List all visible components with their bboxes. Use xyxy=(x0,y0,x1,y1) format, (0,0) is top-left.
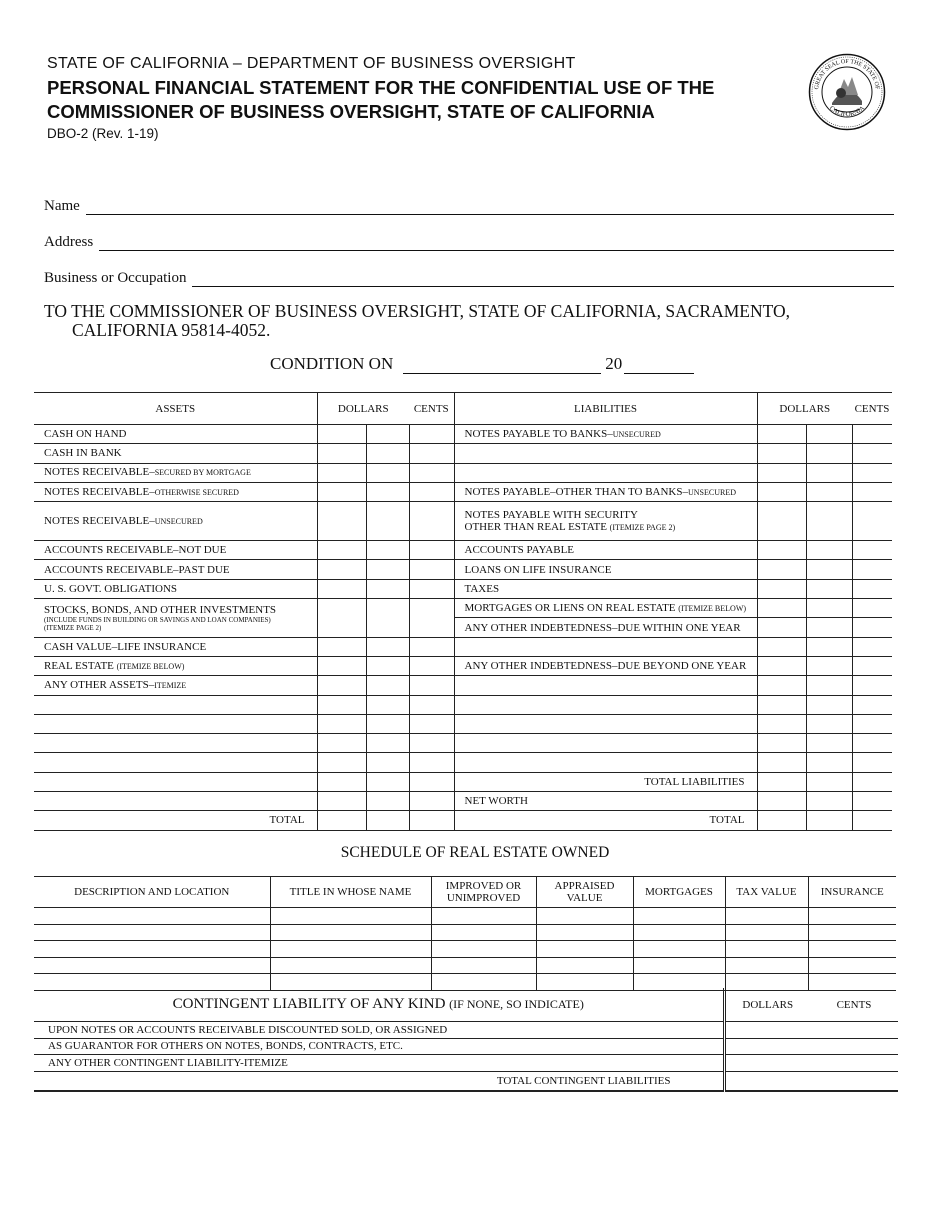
amount-cell[interactable] xyxy=(366,599,409,638)
condition-row xyxy=(270,354,694,374)
col-improved-line2: UNIMPROVED xyxy=(446,892,521,904)
table-row xyxy=(34,1071,898,1091)
amount-cell[interactable] xyxy=(317,792,366,811)
cents-cell[interactable] xyxy=(409,637,454,656)
cents-cell[interactable] xyxy=(852,444,892,463)
liability-blank[interactable] xyxy=(454,695,757,714)
cell[interactable] xyxy=(725,957,808,974)
amount-cell[interactable] xyxy=(806,463,852,482)
liability-notes-banks-unsecured xyxy=(454,425,757,444)
table-row xyxy=(34,463,892,482)
amount-cell[interactable] xyxy=(806,579,852,598)
cents-cell[interactable] xyxy=(852,599,892,618)
form-title-line2: COMMISSIONER OF BUSINESS OVERSIGHT, STATE OF CALIFORNIA xyxy=(47,101,655,122)
cents-cell[interactable] xyxy=(852,618,892,637)
label-subtext: SECURED BY MORTGAGE xyxy=(154,468,251,478)
liabilities-header: LIABILITIES xyxy=(454,393,757,425)
condition-year-prefix: 20 xyxy=(605,354,623,373)
col-title-name: TITLE IN WHOSE NAME xyxy=(270,877,431,908)
amount-cell[interactable] xyxy=(806,482,852,501)
cents-cell[interactable] xyxy=(409,599,454,638)
cents-cell[interactable] xyxy=(852,792,892,811)
amount-cell[interactable] xyxy=(317,560,366,579)
table-row xyxy=(34,425,892,444)
amount-cell[interactable] xyxy=(317,599,366,638)
cents-cell[interactable] xyxy=(852,772,892,791)
table-row xyxy=(34,579,892,598)
amount-cell[interactable] xyxy=(724,1038,810,1055)
label-text: NOTES RECEIVABLE– xyxy=(44,485,155,498)
amount-cell[interactable] xyxy=(366,444,409,463)
amount-cell[interactable] xyxy=(757,792,806,811)
cell[interactable] xyxy=(34,957,270,974)
amount-cell[interactable] xyxy=(317,753,366,772)
addressee xyxy=(44,302,790,340)
liabilities-cents-header: CENTS xyxy=(852,393,892,425)
cents-cell[interactable] xyxy=(852,637,892,656)
condition-label: CONDITION ON xyxy=(270,354,394,373)
amount-cell[interactable] xyxy=(366,753,409,772)
table-row xyxy=(34,924,896,941)
label-subtext: (ITEMIZE BELOW) xyxy=(678,603,747,613)
financial-statement-table xyxy=(34,392,892,831)
col-improved-line1: IMPROVED OR xyxy=(445,880,522,892)
amount-cell[interactable] xyxy=(757,676,806,695)
svg-text:CALIFORNIA xyxy=(828,105,866,119)
cents-cell[interactable] xyxy=(852,811,892,830)
label-subtext: (ITEMIZE PAGE 2) xyxy=(609,522,676,532)
table-row xyxy=(34,482,892,501)
amount-cell[interactable] xyxy=(366,579,409,598)
amount-cell[interactable] xyxy=(366,637,409,656)
col-insurance: INSURANCE xyxy=(808,877,896,908)
cell[interactable] xyxy=(536,957,633,974)
asset-stocks-bonds xyxy=(34,599,317,638)
liability-blank[interactable] xyxy=(454,714,757,733)
col-mortgages: MORTGAGES xyxy=(633,877,725,908)
asset-any-other xyxy=(34,676,317,695)
cents-cell[interactable] xyxy=(810,1038,898,1055)
table-row xyxy=(34,656,892,675)
cell[interactable] xyxy=(633,924,725,941)
cents-cell[interactable] xyxy=(810,1071,898,1091)
cents-cell[interactable] xyxy=(852,463,892,482)
col-improved xyxy=(431,877,536,908)
amount-cell[interactable] xyxy=(317,714,366,733)
cell[interactable] xyxy=(725,924,808,941)
contingent-title xyxy=(34,988,724,1022)
amount-cell[interactable] xyxy=(757,637,806,656)
liabilities-dollars-header: DOLLARS xyxy=(757,393,852,425)
table-row xyxy=(34,695,892,714)
col-tax-value: TAX VALUE xyxy=(725,877,808,908)
cents-cell[interactable] xyxy=(852,695,892,714)
table-row xyxy=(34,560,892,579)
form-title xyxy=(47,76,714,124)
table-row xyxy=(34,1022,898,1039)
amount-cell[interactable] xyxy=(317,772,366,791)
asset-notes-otherwise-secured xyxy=(34,482,317,501)
cents-cell[interactable] xyxy=(409,734,454,753)
business-label: Business or Occupation xyxy=(44,270,187,286)
cents-cell[interactable] xyxy=(409,695,454,714)
net-worth-label: NET WORTH xyxy=(454,792,757,811)
amount-cell[interactable] xyxy=(757,618,806,637)
contingent-title-text: CONTINGENT LIABILITY OF ANY KIND xyxy=(172,996,446,1012)
liability-blank[interactable] xyxy=(454,444,757,463)
amount-cell[interactable] xyxy=(757,541,806,560)
cents-cell[interactable] xyxy=(409,753,454,772)
label-text: NOTES RECEIVABLE– xyxy=(44,466,155,479)
liability-other-beyond-year: ANY OTHER INDEBTEDNESS–DUE BEYOND ONE YEAR xyxy=(454,656,757,675)
label-text: ANY OTHER ASSETS– xyxy=(44,678,155,691)
label-text: NOTES RECEIVABLE– xyxy=(44,514,155,527)
cell[interactable] xyxy=(431,957,536,974)
cents-cell[interactable] xyxy=(852,502,892,541)
cents-cell[interactable] xyxy=(852,560,892,579)
amount-cell[interactable] xyxy=(317,734,366,753)
amount-cell[interactable] xyxy=(366,772,409,791)
asset-blank[interactable] xyxy=(34,714,317,733)
label-subtext: ITEMIZE xyxy=(154,680,187,690)
amount-cell[interactable] xyxy=(366,676,409,695)
cents-cell[interactable] xyxy=(852,579,892,598)
amount-cell[interactable] xyxy=(757,734,806,753)
cell[interactable] xyxy=(536,941,633,958)
table-row xyxy=(34,1055,898,1072)
amount-cell[interactable] xyxy=(806,811,852,830)
amount-cell[interactable] xyxy=(806,753,852,772)
label-text: NOTES PAYABLE WITH SECURITY xyxy=(464,508,638,521)
cell[interactable] xyxy=(270,908,431,925)
amount-cell[interactable] xyxy=(757,579,806,598)
amount-cell[interactable] xyxy=(806,425,852,444)
amount-cell[interactable] xyxy=(806,676,852,695)
liability-blank[interactable] xyxy=(454,637,757,656)
label-text: REAL ESTATE xyxy=(44,659,114,672)
table-row xyxy=(34,676,892,695)
contingent-liability-table xyxy=(34,988,898,1092)
col-description: DESCRIPTION AND LOCATION xyxy=(34,877,270,908)
cell[interactable] xyxy=(725,908,808,925)
col-appraised-line1: APPRAISED xyxy=(554,880,615,892)
amount-cell[interactable] xyxy=(806,772,852,791)
condition-date-input-line[interactable] xyxy=(403,357,601,374)
table-row xyxy=(34,753,892,772)
table-row xyxy=(34,908,896,925)
cell[interactable] xyxy=(725,941,808,958)
real-estate-table xyxy=(34,876,896,991)
cell[interactable] xyxy=(808,908,896,925)
contingent-other: ANY OTHER CONTINGENT LIABILITY-ITEMIZE xyxy=(34,1055,724,1072)
real-estate-title: SCHEDULE OF REAL ESTATE OWNED xyxy=(340,844,610,861)
amount-cell[interactable] xyxy=(757,695,806,714)
table-row xyxy=(34,714,892,733)
table-row xyxy=(34,599,892,618)
label-text: STOCKS, BONDS, AND OTHER INVESTMENTS xyxy=(44,603,277,616)
cell[interactable] xyxy=(431,924,536,941)
amount-cell[interactable] xyxy=(757,482,806,501)
liabilities-total-label: TOTAL xyxy=(454,811,757,830)
form-title-line1: PERSONAL FINANCIAL STATEMENT FOR THE CONFIDENTIAL USE OF THE xyxy=(47,77,715,98)
contingent-guarantor: AS GUARANTOR FOR OTHERS ON NOTES, BONDS, CONTRACTS, ETC. xyxy=(34,1038,724,1055)
contingent-dollars-header: DOLLARS xyxy=(724,988,810,1022)
contingent-note: (IF NONE, SO INDICATE) xyxy=(449,997,584,1011)
cents-cell[interactable] xyxy=(852,676,892,695)
assets-dollars-header: DOLLARS xyxy=(317,393,409,425)
cell[interactable] xyxy=(536,908,633,925)
cents-cell[interactable] xyxy=(852,482,892,501)
amount-cell[interactable] xyxy=(366,425,409,444)
asset-blank[interactable] xyxy=(34,753,317,772)
amount-cell[interactable] xyxy=(757,811,806,830)
liability-loans-life-insurance: LOANS ON LIFE INSURANCE xyxy=(454,560,757,579)
cents-cell[interactable] xyxy=(852,714,892,733)
asset-govt-obligations: U. S. GOVT. OBLIGATIONS xyxy=(34,579,317,598)
asset-blank[interactable] xyxy=(34,772,317,791)
amount-cell[interactable] xyxy=(317,695,366,714)
label-text: MORTGAGES OR LIENS ON REAL ESTATE xyxy=(464,601,676,614)
cell[interactable] xyxy=(431,908,536,925)
amount-cell[interactable] xyxy=(724,1071,810,1091)
amount-cell[interactable] xyxy=(366,792,409,811)
cents-cell[interactable] xyxy=(409,425,454,444)
address-field-row xyxy=(44,231,894,251)
amount-cell[interactable] xyxy=(757,772,806,791)
cell[interactable] xyxy=(270,924,431,941)
amount-cell[interactable] xyxy=(724,1022,810,1039)
liability-blank[interactable] xyxy=(454,676,757,695)
assets-header: ASSETS xyxy=(34,393,317,425)
total-liabilities-label: TOTAL LIABILITIES xyxy=(454,772,757,791)
amount-cell[interactable] xyxy=(806,618,852,637)
label-subtext: UNSECURED xyxy=(154,516,203,526)
table-row xyxy=(34,541,892,560)
contingent-total-label: TOTAL CONTINGENT LIABILITIES xyxy=(34,1071,724,1091)
amount-cell[interactable] xyxy=(757,599,806,618)
amount-cell[interactable] xyxy=(806,444,852,463)
amount-cell[interactable] xyxy=(366,482,409,501)
cents-cell[interactable] xyxy=(810,1055,898,1072)
amount-cell[interactable] xyxy=(317,811,366,830)
amount-cell[interactable] xyxy=(757,425,806,444)
agency-line: STATE OF CALIFORNIA – DEPARTMENT OF BUSINESS OVERSIGHT xyxy=(47,55,576,72)
amount-cell[interactable] xyxy=(757,656,806,675)
liability-blank[interactable] xyxy=(454,753,757,772)
amount-cell[interactable] xyxy=(366,560,409,579)
table-row xyxy=(34,1038,898,1055)
cell[interactable] xyxy=(633,941,725,958)
label-subtext: UNSECURED xyxy=(688,487,737,497)
amount-cell[interactable] xyxy=(317,502,366,541)
table-row xyxy=(34,957,896,974)
liability-notes-with-security xyxy=(454,502,757,541)
col-appraised xyxy=(536,877,633,908)
label-subtext: (INCLUDE FUNDS IN BUILDING OR SAVINGS AND LOAN COMPANIES) xyxy=(44,615,271,624)
cents-cell[interactable] xyxy=(409,676,454,695)
cell[interactable] xyxy=(34,908,270,925)
amount-cell[interactable] xyxy=(317,482,366,501)
cell[interactable] xyxy=(633,957,725,974)
table-row xyxy=(34,444,892,463)
address-label: Address xyxy=(44,234,94,250)
cell[interactable] xyxy=(536,924,633,941)
business-field-row xyxy=(44,267,894,287)
cents-cell[interactable] xyxy=(852,425,892,444)
label-text: OTHER THAN REAL ESTATE xyxy=(464,520,607,533)
cents-cell[interactable] xyxy=(409,560,454,579)
business-input-line[interactable] xyxy=(192,272,894,287)
amount-cell[interactable] xyxy=(806,541,852,560)
col-appraised-line2: VALUE xyxy=(566,892,603,904)
liability-other-within-year: ANY OTHER INDEBTEDNESS–DUE WITHIN ONE YEAR xyxy=(454,618,757,637)
amount-cell[interactable] xyxy=(757,502,806,541)
amount-cell[interactable] xyxy=(757,463,806,482)
contingent-discounted: UPON NOTES OR ACCOUNTS RECEIVABLE DISCOUNTED SOLD, OR ASSIGNED xyxy=(34,1022,724,1039)
label-text: NOTES PAYABLE–OTHER THAN TO BANKS– xyxy=(464,485,688,498)
cell[interactable] xyxy=(808,924,896,941)
cents-cell[interactable] xyxy=(409,482,454,501)
amount-cell[interactable] xyxy=(317,541,366,560)
liability-accounts-payable: ACCOUNTS PAYABLE xyxy=(454,541,757,560)
label-subtext: (ITEMIZE PAGE 2) xyxy=(44,623,102,632)
name-label: Name xyxy=(44,198,80,214)
cents-cell[interactable] xyxy=(810,1022,898,1039)
amount-cell[interactable] xyxy=(317,463,366,482)
liability-blank[interactable] xyxy=(454,734,757,753)
amount-cell[interactable] xyxy=(806,695,852,714)
cents-cell[interactable] xyxy=(409,463,454,482)
asset-cash-on-hand: CASH ON HAND xyxy=(34,425,317,444)
cents-cell[interactable] xyxy=(409,444,454,463)
label-subtext: UNSECURED xyxy=(612,429,661,439)
amount-cell[interactable] xyxy=(757,714,806,733)
cents-cell[interactable] xyxy=(409,502,454,541)
amount-cell[interactable] xyxy=(724,1055,810,1072)
addressee-line2: CALIFORNIA 95814-4052. xyxy=(72,320,271,340)
cents-cell[interactable] xyxy=(852,753,892,772)
form-id: DBO-2 (Rev. 1-19) xyxy=(47,126,159,141)
cents-cell[interactable] xyxy=(409,656,454,675)
amount-cell[interactable] xyxy=(806,599,852,618)
label-text: NOTES PAYABLE TO BANKS– xyxy=(464,427,613,440)
asset-blank[interactable] xyxy=(34,792,317,811)
cell[interactable] xyxy=(808,957,896,974)
amount-cell[interactable] xyxy=(366,656,409,675)
state-seal-icon xyxy=(808,53,886,131)
cell[interactable] xyxy=(270,941,431,958)
amount-cell[interactable] xyxy=(317,676,366,695)
contingent-cents-header: CENTS xyxy=(810,988,898,1022)
amount-cell[interactable] xyxy=(757,560,806,579)
cents-cell[interactable] xyxy=(409,541,454,560)
amount-cell[interactable] xyxy=(806,502,852,541)
assets-total-label: TOTAL xyxy=(34,811,317,830)
asset-real-estate xyxy=(34,656,317,675)
label-subtext: OTHERWISE SECURED xyxy=(154,487,239,497)
amount-cell[interactable] xyxy=(366,695,409,714)
amount-cell[interactable] xyxy=(757,444,806,463)
asset-notes-unsecured xyxy=(34,502,317,541)
asset-blank[interactable] xyxy=(34,734,317,753)
amount-cell[interactable] xyxy=(366,502,409,541)
amount-cell[interactable] xyxy=(317,637,366,656)
amount-cell[interactable] xyxy=(317,444,366,463)
liability-notes-other-unsecured xyxy=(454,482,757,501)
asset-notes-secured-mortgage xyxy=(34,463,317,482)
table-row xyxy=(34,772,892,791)
name-field-row xyxy=(44,195,894,215)
cell[interactable] xyxy=(633,908,725,925)
amount-cell[interactable] xyxy=(806,560,852,579)
cell[interactable] xyxy=(431,941,536,958)
table-row xyxy=(34,502,892,541)
cents-cell[interactable] xyxy=(852,656,892,675)
asset-blank[interactable] xyxy=(34,695,317,714)
amount-cell[interactable] xyxy=(806,656,852,675)
seal-text-top: GREAT SEAL OF THE STATE OF xyxy=(814,58,880,90)
amount-cell[interactable] xyxy=(806,792,852,811)
cents-cell[interactable] xyxy=(852,734,892,753)
address-input-line[interactable] xyxy=(99,236,894,251)
asset-accounts-not-due: ACCOUNTS RECEIVABLE–NOT DUE xyxy=(34,541,317,560)
table-row xyxy=(34,734,892,753)
cell[interactable] xyxy=(34,941,270,958)
addressee-line1: TO THE COMMISSIONER OF BUSINESS OVERSIGHT, STATE OF CALIFORNIA, SACRAMENTO, xyxy=(44,301,790,321)
asset-cash-value-life: CASH VALUE–LIFE INSURANCE xyxy=(34,637,317,656)
amount-cell[interactable] xyxy=(317,425,366,444)
cell[interactable] xyxy=(808,941,896,958)
name-input-line[interactable] xyxy=(86,200,894,215)
amount-cell[interactable] xyxy=(757,753,806,772)
seal-text-bottom: CALIFORNIA xyxy=(827,104,867,119)
table-row xyxy=(34,637,892,656)
cents-cell[interactable] xyxy=(409,811,454,830)
cell[interactable] xyxy=(34,924,270,941)
table-row xyxy=(34,811,892,830)
amount-cell[interactable] xyxy=(366,734,409,753)
amount-cell[interactable] xyxy=(806,637,852,656)
asset-accounts-past-due: ACCOUNTS RECEIVABLE–PAST DUE xyxy=(34,560,317,579)
asset-cash-in-bank: CASH IN BANK xyxy=(34,444,317,463)
cents-cell[interactable] xyxy=(852,541,892,560)
cents-cell[interactable] xyxy=(409,714,454,733)
assets-cents-header: CENTS xyxy=(409,393,454,425)
amount-cell[interactable] xyxy=(317,579,366,598)
table-row xyxy=(34,941,896,958)
amount-cell[interactable] xyxy=(317,656,366,675)
table-row xyxy=(34,792,892,811)
liability-blank[interactable] xyxy=(454,463,757,482)
amount-cell[interactable] xyxy=(806,714,852,733)
cell[interactable] xyxy=(270,957,431,974)
label-subtext: (ITEMIZE BELOW) xyxy=(116,661,185,671)
amount-cell[interactable] xyxy=(366,714,409,733)
amount-cell[interactable] xyxy=(366,541,409,560)
amount-cell[interactable] xyxy=(366,463,409,482)
cents-cell[interactable] xyxy=(409,579,454,598)
cents-cell[interactable] xyxy=(409,792,454,811)
liability-taxes: TAXES xyxy=(454,579,757,598)
cents-cell[interactable] xyxy=(409,772,454,791)
condition-year-input-line[interactable] xyxy=(624,357,694,374)
liability-mortgages-liens xyxy=(454,599,757,618)
amount-cell[interactable] xyxy=(806,734,852,753)
amount-cell[interactable] xyxy=(366,811,409,830)
